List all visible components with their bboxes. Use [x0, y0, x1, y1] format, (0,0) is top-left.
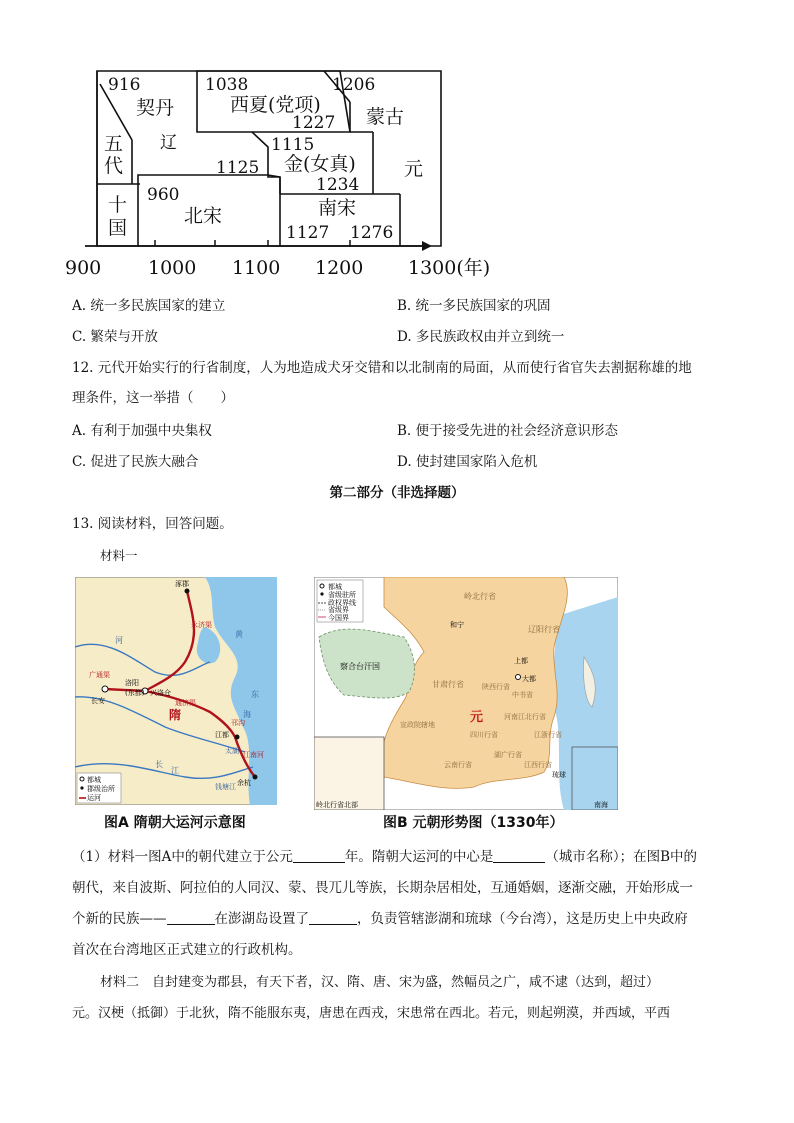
map-b-gansu: 甘肃行省 — [432, 680, 464, 689]
liao-end-year: 1125 — [216, 158, 260, 178]
map-a-dong: 东 — [251, 690, 259, 699]
axis-tick-900: 900 — [65, 257, 102, 279]
answer-blank-agency[interactable] — [309, 910, 357, 925]
q13-sub1-line-1: （1）材料一图A中的朝代建立于公元 年。隋朝大运河的中心是 （城市名称）；在图B中的 — [72, 849, 698, 865]
shiguo-char-1: 十 — [108, 194, 128, 216]
map-b-yuan-dynasty — [314, 577, 618, 810]
liao-label: 辽 — [160, 133, 177, 153]
map-a-qiantangjiang: 钱塘江 — [215, 783, 236, 791]
map-b-yuan-label: 元 — [470, 710, 484, 725]
q11-option-a: A. 统一多民族国家的建立 — [72, 298, 226, 314]
q12-option-b: B. 便于接受先进的社会经济意识形态 — [397, 423, 619, 439]
map-a-taihu: 太湖 — [225, 747, 239, 755]
axis-tick-1200: 1200 — [315, 257, 364, 279]
map-b-legend-provincial-seat: 省级驻所 — [328, 591, 356, 599]
answer-blank-ethnicity[interactable] — [167, 910, 215, 925]
material-one-label: 材料一 — [100, 548, 138, 563]
nansong-label: 南宋 — [318, 197, 357, 219]
nansong-end-year: 1276 — [350, 223, 394, 243]
map-b-shaanxi: 陕西行省 — [482, 683, 510, 691]
map-b-legend-province-boundary: 省级界 — [328, 606, 349, 614]
khitan-label: 契丹 — [136, 97, 175, 119]
shiguo-char-2: 国 — [108, 217, 128, 239]
q11-option-b: B. 统一多民族国家的巩固 — [397, 298, 551, 314]
wudai-char-1: 五 — [104, 133, 124, 155]
q13-sub1-line-4: 首次在台湾地区正式建立的行政机构。 — [72, 942, 302, 958]
map-b-huguang: 湖广行省 — [494, 751, 522, 759]
map-a-jiang: 江 — [171, 766, 179, 775]
map-a-tongjiqu: 通济渠 — [175, 699, 196, 707]
axis-tick-1100: 1100 — [232, 257, 281, 279]
map-a-yongjiqu: 永济渠 — [191, 621, 212, 629]
map-a-jiangdu: 江都 — [215, 731, 229, 739]
map-b-jiangzhe: 江浙行省 — [534, 731, 562, 739]
map-a-jiangnanhe: 江南河 — [243, 751, 264, 759]
answer-blank-city[interactable] — [493, 848, 545, 863]
wudai-char-2: 代 — [104, 155, 124, 177]
q12-stem-line-2: 理条件，这一举措（ ） — [72, 390, 234, 406]
dynasty-timeline — [60, 62, 510, 282]
map-a-xingluocang: 兴洛仓 — [150, 689, 171, 697]
map-a-zhuojun: 涿郡 — [175, 580, 189, 588]
map-a-huang: 黄 — [235, 630, 243, 639]
map-a-caption: 图A 隋朝大运河示意图 — [104, 815, 246, 831]
map-b-legend-regime-boundary: 政权界线 — [328, 599, 356, 607]
khitan-year: 916 — [108, 75, 141, 95]
map-b-liaoyang: 辽阳行省 — [528, 625, 560, 634]
mongol-year: 1206 — [332, 75, 376, 95]
map-a-guangtongqu: 广通渠 — [89, 671, 110, 679]
map-a-hai: 海 — [243, 710, 251, 719]
q13-stem: 13. 阅读材料，回答问题。 — [72, 516, 233, 532]
map-b-zhongshu: 中书省 — [512, 691, 533, 699]
q13-sub1-line-3: 个新的民族—— 在澎湖岛设置了 ，负责管辖澎湖和琉球（今台湾），这是历史上中央政府 — [72, 911, 688, 927]
q13-sub1-line-2: 朝代，来自波斯、阿拉伯的人同汉、蒙、畏兀儿等族，长期杂居相处，互通婚姻，逐渐交融，开始形成一 — [72, 880, 693, 896]
q11-option-c: C. 繁荣与开放 — [72, 329, 158, 345]
material-two-line-1: 材料二 自封建变为郡县，有天下者，汉、隋、唐、宋为盛，然幅员之广，咸不逮（达到，超过） — [100, 975, 660, 990]
xixia-start-year: 1038 — [205, 75, 249, 95]
map-a-sui-grand-canal — [75, 577, 277, 805]
part-two-title: 第二部分（非选择题） — [329, 485, 465, 501]
q12-option-a: A. 有利于加强中央集权 — [72, 423, 212, 439]
map-a-chang: 长 — [155, 760, 163, 769]
yuan-label: 元 — [404, 158, 424, 180]
map-b-caption: 图B 元朝形势图（1330年） — [383, 815, 564, 831]
map-b-liuqiu: 琉球 — [552, 771, 566, 779]
xixia-label: 西夏(党项) — [230, 94, 321, 116]
map-b-lingbei-north: 岭北行省北部 — [316, 801, 358, 809]
map-a-legend-prefecture: 郡级治所 — [87, 785, 115, 793]
beisong-label: 北宋 — [184, 205, 223, 227]
q12-stem-line-1: 12. 元代开始实行的行省制度，人为地造成犬牙交错和以北制南的局面，从而使行省官失去割据称雄的地 — [72, 360, 692, 376]
q11-option-d: D. 多民族政权由并立到统一 — [397, 329, 565, 345]
q12-option-c: C. 促进了民族大融合 — [72, 454, 199, 470]
q12-option-d: D. 使封建国家陷入危机 — [397, 454, 538, 470]
map-b-henan-jiangbei: 河南江北行省 — [504, 713, 546, 721]
xixia-end-year: 1227 — [292, 113, 336, 133]
map-b-lingbei: 岭北行省 — [464, 592, 496, 601]
map-a-luoyang: 洛阳 — [125, 679, 139, 687]
axis-tick-1000: 1000 — [148, 257, 197, 279]
jin-end-year: 1234 — [316, 175, 360, 195]
map-b-xuanzhengyuan: 宣政院辖地 — [400, 721, 435, 729]
map-a-dongdu: (东都) — [125, 689, 145, 697]
map-a-yuhang: 余杭 — [237, 779, 251, 787]
map-b-shangdu: 上都 — [514, 657, 528, 665]
map-b-chagatai-khanate: 察合台汗国 — [340, 662, 380, 671]
mongol-label: 蒙古 — [366, 106, 405, 128]
map-b-legend-capital: 都城 — [328, 583, 342, 591]
beisong-year: 960 — [147, 185, 180, 205]
map-a-he: 河 — [115, 636, 123, 645]
jin-start-year: 1115 — [271, 135, 315, 155]
answer-blank-year[interactable] — [293, 848, 345, 863]
map-b-nanhai: 南海 — [594, 801, 608, 809]
map-b-yunnan: 云南行省 — [444, 761, 472, 769]
axis-tick-1300: 1300(年) — [408, 257, 491, 279]
jin-label: 金(女真) — [284, 153, 356, 175]
map-b-jiangxi: 江西行省 — [524, 761, 552, 769]
map-b-sichuan: 四川行省 — [470, 731, 498, 739]
material-two-line-2: 元。汉梗（抵御）于北狄，隋不能服东夷，唐患在西戎，宋患常在西北。若元，则起朔漠，并西域，平西 — [72, 1006, 671, 1021]
map-a-sui-label: 隋 — [169, 708, 182, 722]
map-b-hening: 和宁 — [450, 621, 464, 629]
map-a-legend-canal: 运河 — [87, 794, 101, 802]
map-a-legend-capital: 都城 — [87, 776, 101, 784]
map-b-legend-modern-border: 今国界 — [328, 614, 349, 622]
nansong-start-year: 1127 — [286, 223, 330, 243]
map-a-hangou: 邗沟 — [231, 719, 245, 727]
map-a-changan: 长安 — [91, 697, 105, 705]
map-b-dadu: 大都 — [522, 675, 536, 683]
